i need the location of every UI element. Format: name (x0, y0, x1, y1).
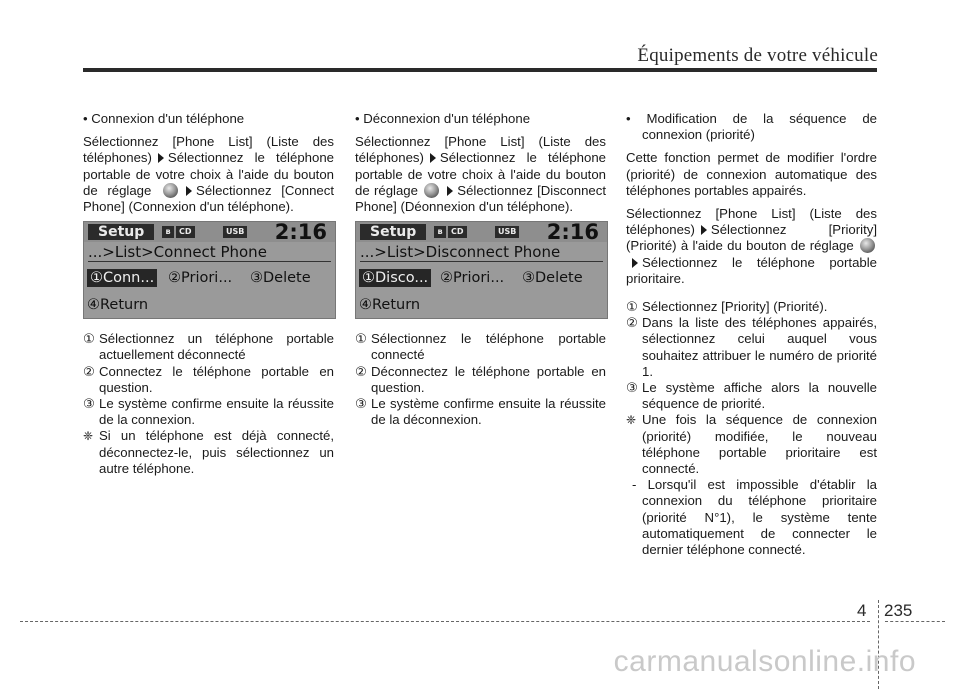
instructions-connect (83, 134, 334, 215)
screen-divider (360, 261, 603, 262)
page-header-title: Équipements de votre véhicule (637, 45, 878, 66)
instruction-part: Sélectionnez [Connect Phone] (Connexion d'un téléphone). (83, 182, 335, 215)
step-text: Sélectionnez [Priority] (Priorité). (642, 299, 828, 315)
bluetooth-icon: ʙ (434, 226, 446, 238)
arrow-right-icon (186, 186, 192, 196)
footer-rule (20, 621, 870, 622)
menu-option-disconnect: ①Disco... (359, 269, 431, 287)
step-text: Déconnectez le téléphone portable en question. (371, 363, 606, 395)
instruction-part: Sélectionnez [Disconnect Phone] (Déonnexion d'un téléphone). (355, 182, 606, 215)
step-number: ① (355, 331, 367, 347)
menu-option-priority: ②Priori... (168, 270, 233, 287)
tune-knob-icon (424, 183, 439, 198)
screen-divider (88, 261, 331, 262)
menu-option-return: ④Return (87, 297, 149, 314)
step-text: Le système affiche alors la nouvelle séquence de priorité. (642, 380, 877, 412)
instruction-part: Sélectionnez [Priority] (Priorité) à l'aide du bouton de réglage (626, 222, 877, 254)
instruction-part: Sélectionnez le téléphone portable de votre choix à l'aide du bouton de réglage (83, 150, 334, 198)
arrow-right-icon (632, 258, 638, 268)
step-number: ③ (83, 396, 95, 412)
subnote-priority: - Lorsqu'il est impossible d'établir la connexion du téléphone prioritaire (priorité N°1), le système tente automatiquement de connecter le dernier téléphone connecté. (632, 477, 877, 558)
step-text: Sélectionnez le téléphone portable connecté (371, 331, 606, 363)
arrow-right-icon (701, 225, 707, 235)
step-number: ② (626, 315, 638, 331)
column-priority (626, 111, 877, 558)
cd-icon: CD (448, 226, 467, 238)
step-text: Sélectionnez un téléphone portable actuellement déconnecté (99, 331, 334, 363)
step-item (83, 396, 334, 428)
instruction-part: Sélectionnez [Phone List] (Liste des téléphones) (355, 134, 606, 166)
note-text: Une fois la séquence de connexion (priorité) modifiée, le nouveau téléphone portable prioritaire est connecté. (642, 412, 877, 477)
display-screen-disconnect (355, 221, 608, 319)
menu-option-connect: ①Conn... (87, 269, 157, 287)
usb-icon: USB (495, 226, 519, 238)
note-connect (83, 428, 334, 477)
priority-description: Cette fonction permet de modifier l'ordre (priorité) de connexion automatique des téléphones portables appairés. (626, 150, 877, 198)
section-title-priority: • Modification de la séquence de connexion (priorité) (626, 111, 877, 143)
menu-option-delete: ③Delete (250, 270, 311, 287)
cd-icon: CD (176, 226, 195, 238)
step-item (355, 364, 606, 396)
step-text: Le système confirme ensuite la réussite de la connexion. (99, 396, 334, 428)
screen-clock: 2:16 (274, 221, 327, 245)
instruction-part: Sélectionnez le téléphone portable de votre choix à l'aide du bouton de réglage (355, 150, 606, 198)
step-number: ③ (626, 380, 638, 396)
instruction-part: Sélectionnez le téléphone portable prioritaire. (626, 254, 877, 286)
bluetooth-icon: ʙ (162, 226, 174, 238)
step-item (626, 299, 877, 315)
step-number: ① (83, 331, 95, 347)
menu-option-priority: ②Priori... (440, 270, 505, 287)
display-screen-connect (83, 221, 336, 319)
tune-knob-icon (860, 238, 875, 253)
column-connect-phone (83, 111, 334, 477)
note-symbol-icon: ❈ (83, 429, 94, 444)
tune-knob-icon (163, 183, 178, 198)
step-number: ③ (355, 396, 367, 412)
step-number: ② (355, 363, 367, 379)
section-title-disconnect: • Déconnexion d'un téléphone (355, 111, 531, 126)
arrow-right-icon (430, 153, 436, 163)
screen-menu-path: ...>List>Connect Phone (88, 243, 267, 262)
screen-menu-path: ...>List>Disconnect Phone (360, 243, 561, 262)
spacer (626, 287, 877, 299)
note-symbol-icon: ❈ (626, 413, 637, 428)
screen-clock: 2:16 (546, 221, 599, 245)
page-number: 235 (884, 601, 913, 620)
header-rule (83, 68, 877, 72)
step-item (355, 396, 606, 428)
step-item (626, 315, 877, 380)
step-number: ② (83, 363, 95, 379)
watermark: carmanualsonline.info (613, 645, 916, 678)
menu-option-delete: ③Delete (522, 270, 583, 287)
footer-rule (885, 621, 945, 622)
step-item (626, 380, 877, 412)
step-text: Dans la liste des téléphones appairés, sélectionnez celui auquel vous souhaitez attribuer le numéro de priorité 1. (642, 315, 877, 379)
instruction-part: Sélectionnez [Phone List] (Liste des téléphones) (626, 206, 877, 238)
column-disconnect-phone (355, 111, 606, 428)
note-priority (626, 412, 877, 477)
step-item (83, 331, 334, 363)
setup-label: Setup (360, 224, 426, 240)
instructions-disconnect (355, 134, 606, 215)
setup-label: Setup (88, 224, 154, 240)
section-title-connect: • Connexion d'un téléphone (83, 111, 245, 126)
step-item (83, 364, 334, 396)
step-number: ① (626, 299, 638, 315)
menu-option-return: ④Return (359, 297, 421, 314)
step-text: Le système confirme ensuite la réussite de la déconnexion. (371, 396, 606, 428)
instruction-part: Sélectionnez [Phone List] (Liste des téléphones) (83, 134, 334, 166)
arrow-right-icon (447, 186, 453, 196)
step-text: Connectez le téléphone portable en question. (99, 363, 334, 395)
arrow-right-icon (158, 153, 164, 163)
step-item (355, 331, 606, 363)
note-text: Si un téléphone est déjà connecté, déconnectez-le, puis sélectionnez un autre téléphone. (99, 428, 334, 476)
usb-icon: USB (223, 226, 247, 238)
chapter-number: 4 (857, 601, 867, 620)
instructions-priority (626, 206, 877, 287)
